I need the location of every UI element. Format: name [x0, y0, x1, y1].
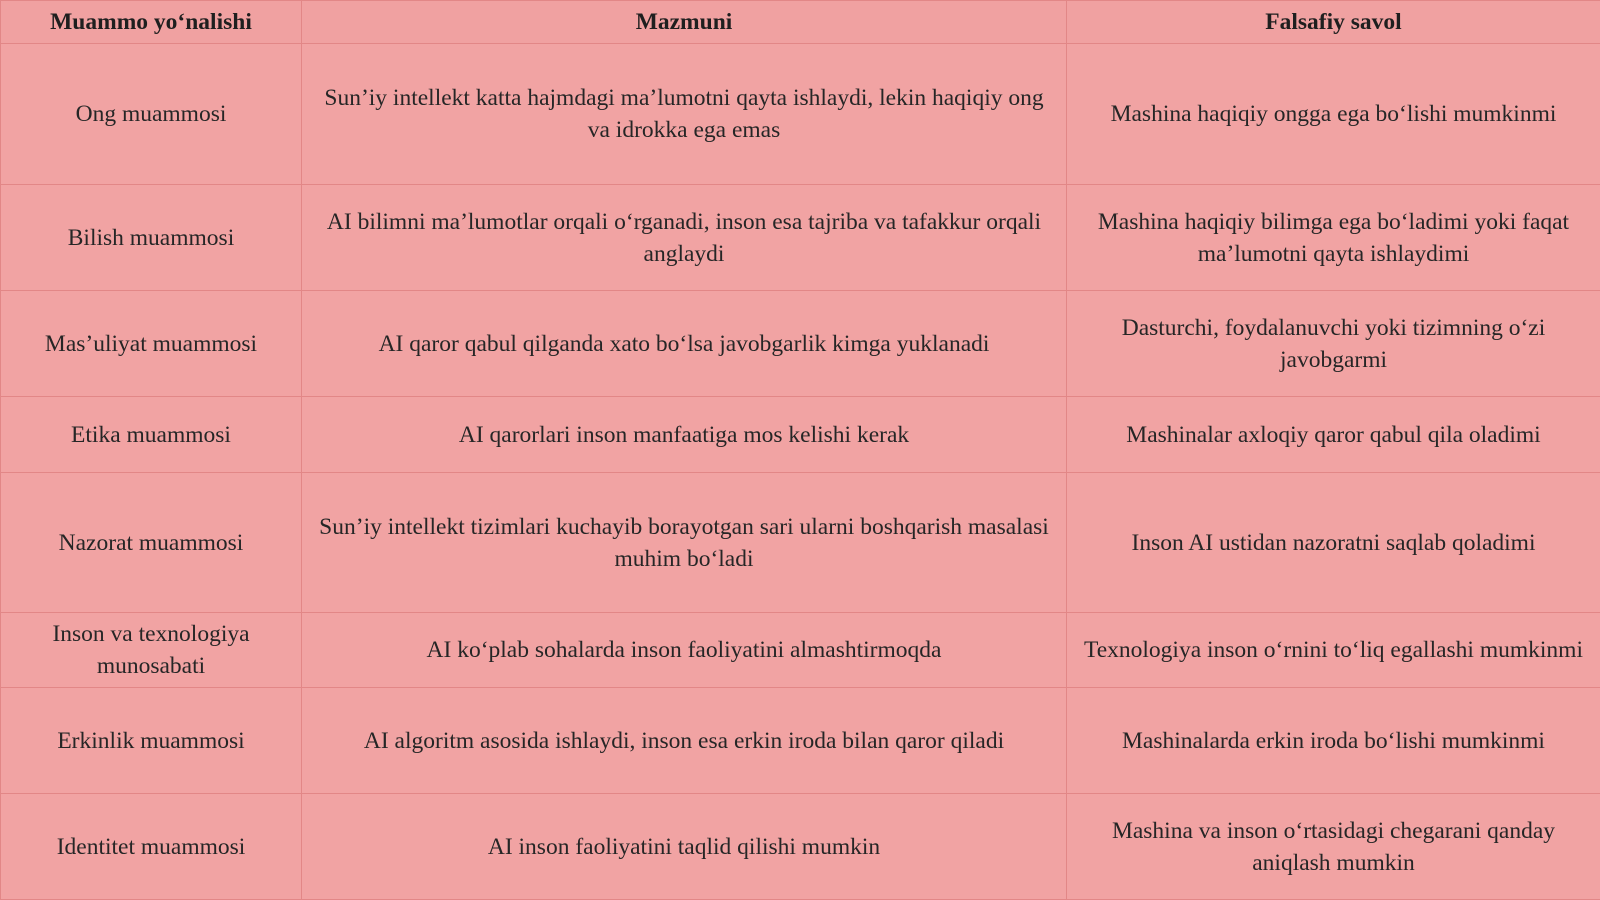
cell-question: Mashina haqiqiy ongga ega bo‘lishi mumkinmi	[1067, 44, 1600, 185]
cell-content: AI qarorlari inson manfaatiga mos kelishi kerak	[302, 397, 1067, 473]
header-content: Mazmuni	[302, 1, 1067, 44]
table-row	[1, 613, 1600, 688]
cell-content: Sun’iy intellekt katta hajmdagi ma’lumotni qayta ishlaydi, lekin haqiqiy ong va idrokka ega emas	[302, 44, 1067, 185]
cell-direction: Identitet muammosi	[1, 794, 302, 900]
table-row	[1, 794, 1600, 900]
cell-content: AI inson faoliyatini taqlid qilishi mumkin	[302, 794, 1067, 900]
table-row	[1, 397, 1600, 473]
cell-question: Mashinalar axloqiy qaror qabul qila oladimi	[1067, 397, 1600, 473]
cell-direction: Ong muammosi	[1, 44, 302, 185]
cell-direction: Mas’uliyat muammosi	[1, 291, 302, 397]
table-row	[1, 473, 1600, 613]
cell-question: Mashina va inson o‘rtasidagi chegarani qanday aniqlash mumkin	[1067, 794, 1600, 900]
header-question: Falsafiy savol	[1067, 1, 1600, 44]
cell-question: Dasturchi, foydalanuvchi yoki tizimning o‘zi javobgarmi	[1067, 291, 1600, 397]
cell-direction: Etika muammosi	[1, 397, 302, 473]
cell-direction: Bilish muammosi	[1, 185, 302, 291]
cell-question: Mashina haqiqiy bilimga ega bo‘ladimi yoki faqat ma’lumotni qayta ishlaydimi	[1067, 185, 1600, 291]
cell-content: AI algoritm asosida ishlaydi, inson esa erkin iroda bilan qaror qiladi	[302, 688, 1067, 794]
cell-question: Texnologiya inson o‘rnini to‘liq egallashi mumkinmi	[1067, 613, 1600, 688]
cell-direction: Nazorat muammosi	[1, 473, 302, 613]
cell-content: AI qaror qabul qilganda xato bo‘lsa javobgarlik kimga yuklanadi	[302, 291, 1067, 397]
cell-question: Inson AI ustidan nazoratni saqlab qoladimi	[1067, 473, 1600, 613]
table-row	[1, 291, 1600, 397]
table-row	[1, 185, 1600, 291]
table-row	[1, 688, 1600, 794]
cell-direction: Erkinlik muammosi	[1, 688, 302, 794]
cell-question: Mashinalarda erkin iroda bo‘lishi mumkinmi	[1067, 688, 1600, 794]
cell-content: Sun’iy intellekt tizimlari kuchayib borayotgan sari ularni boshqarish masalasi muhim bo‘ladi	[302, 473, 1067, 613]
table-header-row	[1, 1, 1600, 44]
cell-direction: Inson va texnologiya munosabati	[1, 613, 302, 688]
table-row	[1, 44, 1600, 185]
cell-content: AI ko‘plab sohalarda inson faoliyatini almashtirmoqda	[302, 613, 1067, 688]
header-direction: Muammo yo‘nalishi	[1, 1, 302, 44]
cell-content: AI bilimni ma’lumotlar orqali o‘rganadi, inson esa tajriba va tafakkur orqali anglaydi	[302, 185, 1067, 291]
